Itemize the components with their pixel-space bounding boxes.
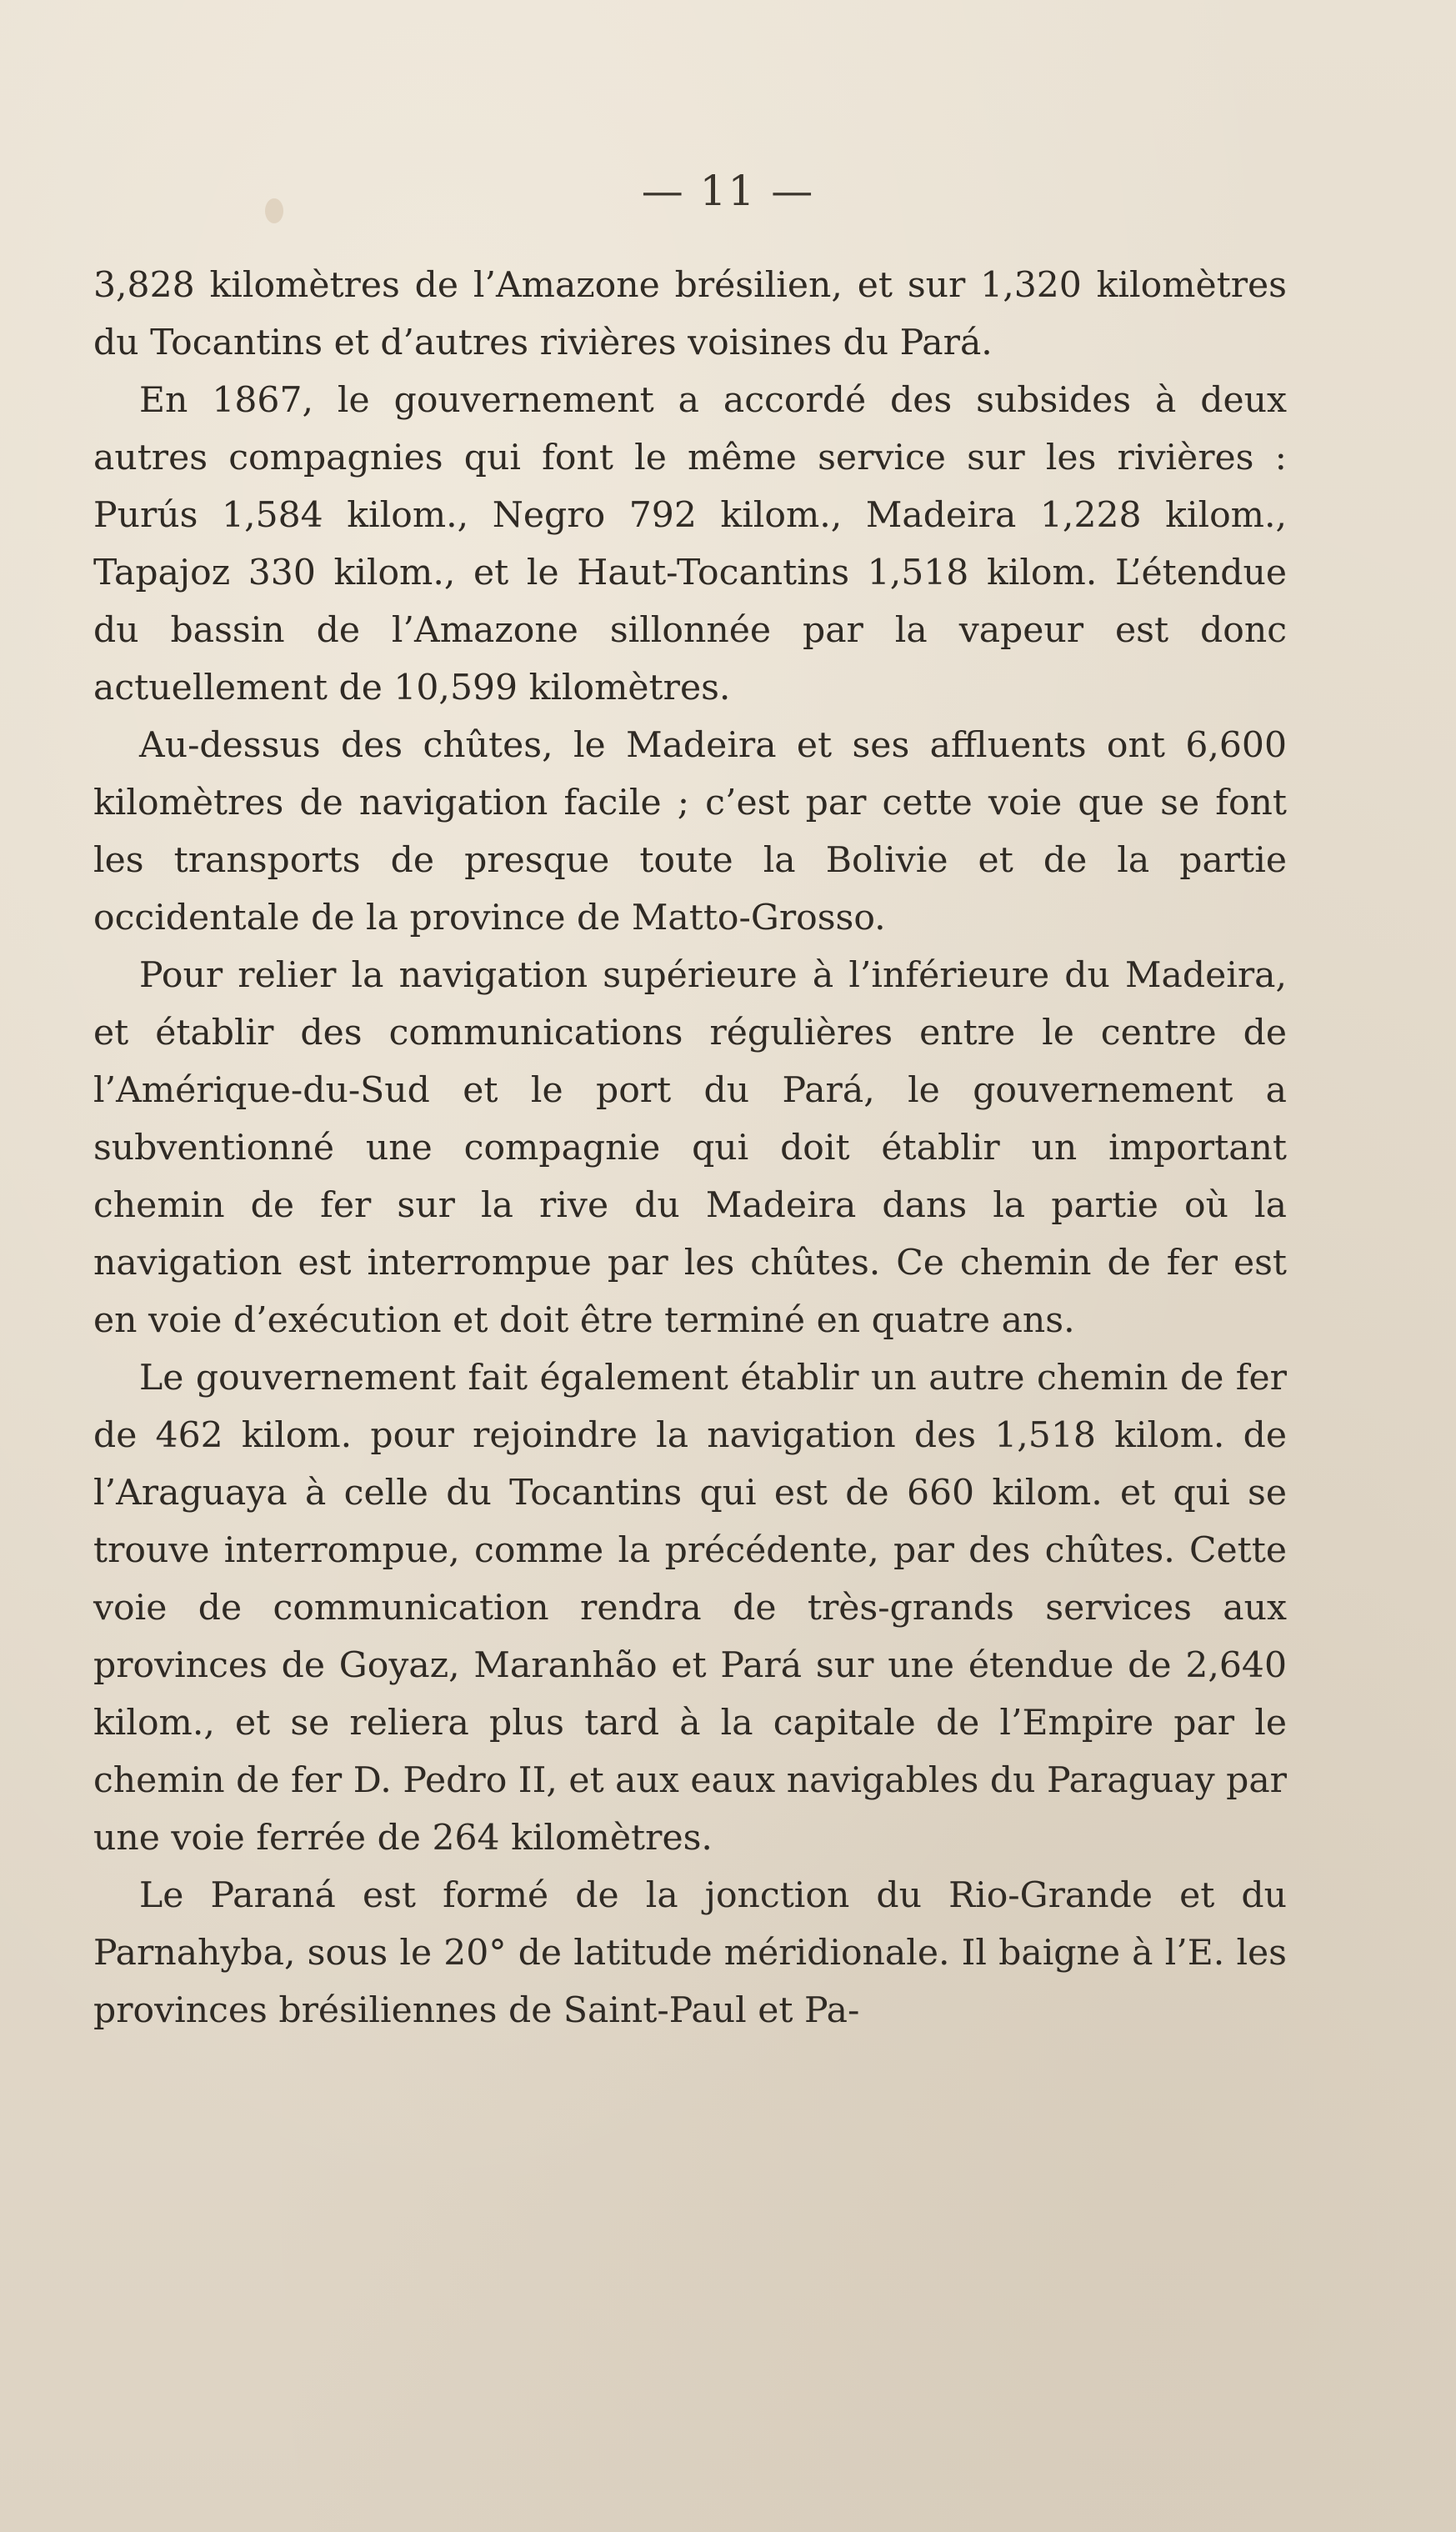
page-number: — 11 — [641, 167, 815, 215]
paragraph-araguaya-railway: Le gouvernement fait également établir un autre chemin de fer de 462 kilom. pour rejoindre la navigation des 1,518 kilom. de l’Araguaya à celle du Tocantins qui est de 660 kilom. et qui se trouve interrompue, comme la précédente, par des chûtes. Cette voie de communication rendra de très-grands services aux provinces de Goyaz, Maranhão et Pará sur une étendue de 2,640 kilom., et se reliera plus tard à la capitale de l’Empire par le chemin de fer D. Pedro II, et aux eaux navigables du Paraguay par une voie ferrée de 264 kilomètres. [93, 1358, 1287, 1859]
paragraph-parana: Le Paraná est formé de la jonction du Rio-Grande et du Parnahyba, sous le 20° de latitude méridionale. Il baigne à l’E. les provinces brésiliennes de Saint-Paul et Pa- [93, 1875, 1287, 2031]
paragraph-madeira-navigation: Au-dessus des chûtes, le Madeira et ses affluents ont 6,600 kilomètres de navigation facile ; c’est par cette voie que se font les transports de presque toute la Bolivie et de la partie occidentale de la province de Matto-Grosso. [93, 725, 1287, 938]
paragraph-madeira-railway: Pour relier la navigation supérieure à l’inférieure du Madeira, et établir des communications régulières entre le centre de l’Amérique-du-Sud et le port du Pará, le gouvernement a subventionné une compagnie qui doit établir un important chemin de fer sur la rive du Madeira dans la partie où la navigation est interrompue par les chûtes. Ce chemin de fer est en voie d’exécution et doit être terminé en quatre ans. [93, 955, 1287, 1341]
paragraph-steam-subsidies: En 1867, le gouvernement a accordé des subsides à deux autres compagnies qui font le même service sur les rivières : Purús 1,584 kilom., Negro 792 kilom., Madeira 1,228 kilom., Tapajoz 330 kilom., et le Haut-Tocantins 1,518 kilom. L’étendue du bassin de l’Amazone sillonnée par la vapeur est donc actuellement de 10,599 kilomètres. [93, 380, 1287, 708]
body-text [93, 257, 1287, 2039]
paragraph-continuation: 3,828 kilomètres de l’Amazone brésilien, et sur 1,320 kilomètres du Tocantins et d’autres rivières voisines du Pará. [93, 265, 1287, 363]
